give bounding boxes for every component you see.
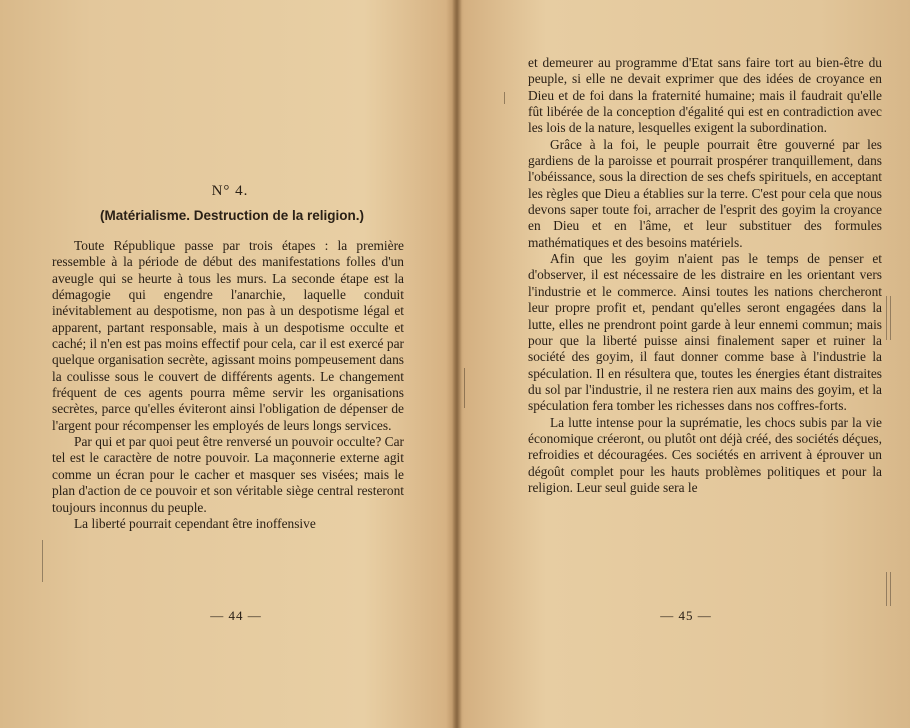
margin-bracket-mark bbox=[886, 572, 887, 606]
paragraph: La lutte intense pour la suprématie, les chocs subis par la vie économique créeront, ou plutôt ont déjà créé, des sociétés déçues, refroidies et découragées. Ces sociétés en arrivent à éprouver un dégoût complet pour les hauts problèmes politiques et pour la religion. Leur seul guide sera le bbox=[528, 414, 882, 495]
margin-tick-mark bbox=[504, 92, 505, 104]
chapter-number: N° 4. bbox=[211, 183, 249, 199]
paragraph: et demeurer au programme d'Etat sans faire tort au bien-être du peuple, si elle ne devait exprimer que des idées de croyance en Dieu et de foi dans la fraternité humaine; mais il faudrait qu'elle fût libérée de la conception d'égalité qui est en contradiction avec les lois de la nature, lesquelles exigent la subordination. bbox=[528, 55, 882, 136]
margin-bracket-mark bbox=[886, 296, 887, 340]
page-number: — 44 — bbox=[210, 608, 262, 623]
left-page-text bbox=[52, 238, 404, 532]
chapter-subtitle: (Matérialisme. Destruction de la religion.) bbox=[99, 208, 365, 223]
margin-bracket-mark bbox=[890, 296, 891, 340]
margin-bracket-mark bbox=[890, 572, 891, 606]
paragraph: Afin que les goyim n'aient pas le temps de penser et d'observer, il est nécessaire de les distraire en les orientant vers l'industrie et le commerce. Ainsi toutes les nations chercheront leur propre profit et, pendant qu'elles seront engagées dans la lutte, elles ne prendront point garde à leur ennemi commun; mais pour que la liberté puisse ainsi finalement saper et ruiner la société des goyim, il faut donner comme base à l'industrie la spéculation. Il en résultera que, toutes les énergies étant distraites du sol par l'industrie, il ne restera rien aux mains des goyim, et la spéculation fera tomber les richesses dans nos coffres-forts. bbox=[528, 251, 882, 414]
paragraph: Par qui et par quoi peut être renversé un pouvoir occulte? Car tel est le caractère de notre pouvoir. La maçonnerie externe agit comme un écran pour le cacher et masquer ses visées; mais le plan d'action de ce pouvoir et son véritable siège central resteront toujours inconnus du peuple. bbox=[52, 434, 404, 515]
page-number: — 45 — bbox=[660, 608, 712, 623]
paragraph: Toute République passe par trois étapes : la première ressemble à la période de début des manifestations folles d'un aveugle qui se heurte à tous les murs. La seconde étape est la démagogie qui engendre l'anarchie, laquelle conduit inévitablement au despotisme, non pas à un despotisme légal et apparent, partant responsable, mais à un despotisme occulte et caché; il n'en est pas moins effectif pour cela, car il est exercé par quelque organisation secrète, agissant moins pompeusement dans la coulisse sous le couvert de différents agents. Le changement fréquent de ces agents pourra même servir les organisations secrètes, parce qu'elles éviteront ainsi l'obligation de dépenser de l'argent pour récompenser les employés de leurs longs services. bbox=[52, 238, 404, 433]
paragraph: La liberté pourrait cependant être inoffensive bbox=[74, 515, 316, 531]
paragraph: Grâce à la foi, le peuple pourrait être gouverné par les gardiens de la paroisse et pourrait prospérer tranquillement, dans l'obéissance, sous la direction de ses chefs spirituels, en acceptant les règles que Dieu a établies sur la terre. C'est pour cela que nous devons saper toute foi, arracher de l'esprit des goyim la croyance en Dieu et en l'âme, et leur substituer des formules mathématiques et des besoins matériels. bbox=[528, 136, 882, 250]
margin-tick-mark bbox=[464, 368, 465, 408]
right-page-text bbox=[528, 55, 882, 496]
right-page bbox=[460, 0, 910, 728]
margin-bracket-mark bbox=[42, 540, 43, 582]
